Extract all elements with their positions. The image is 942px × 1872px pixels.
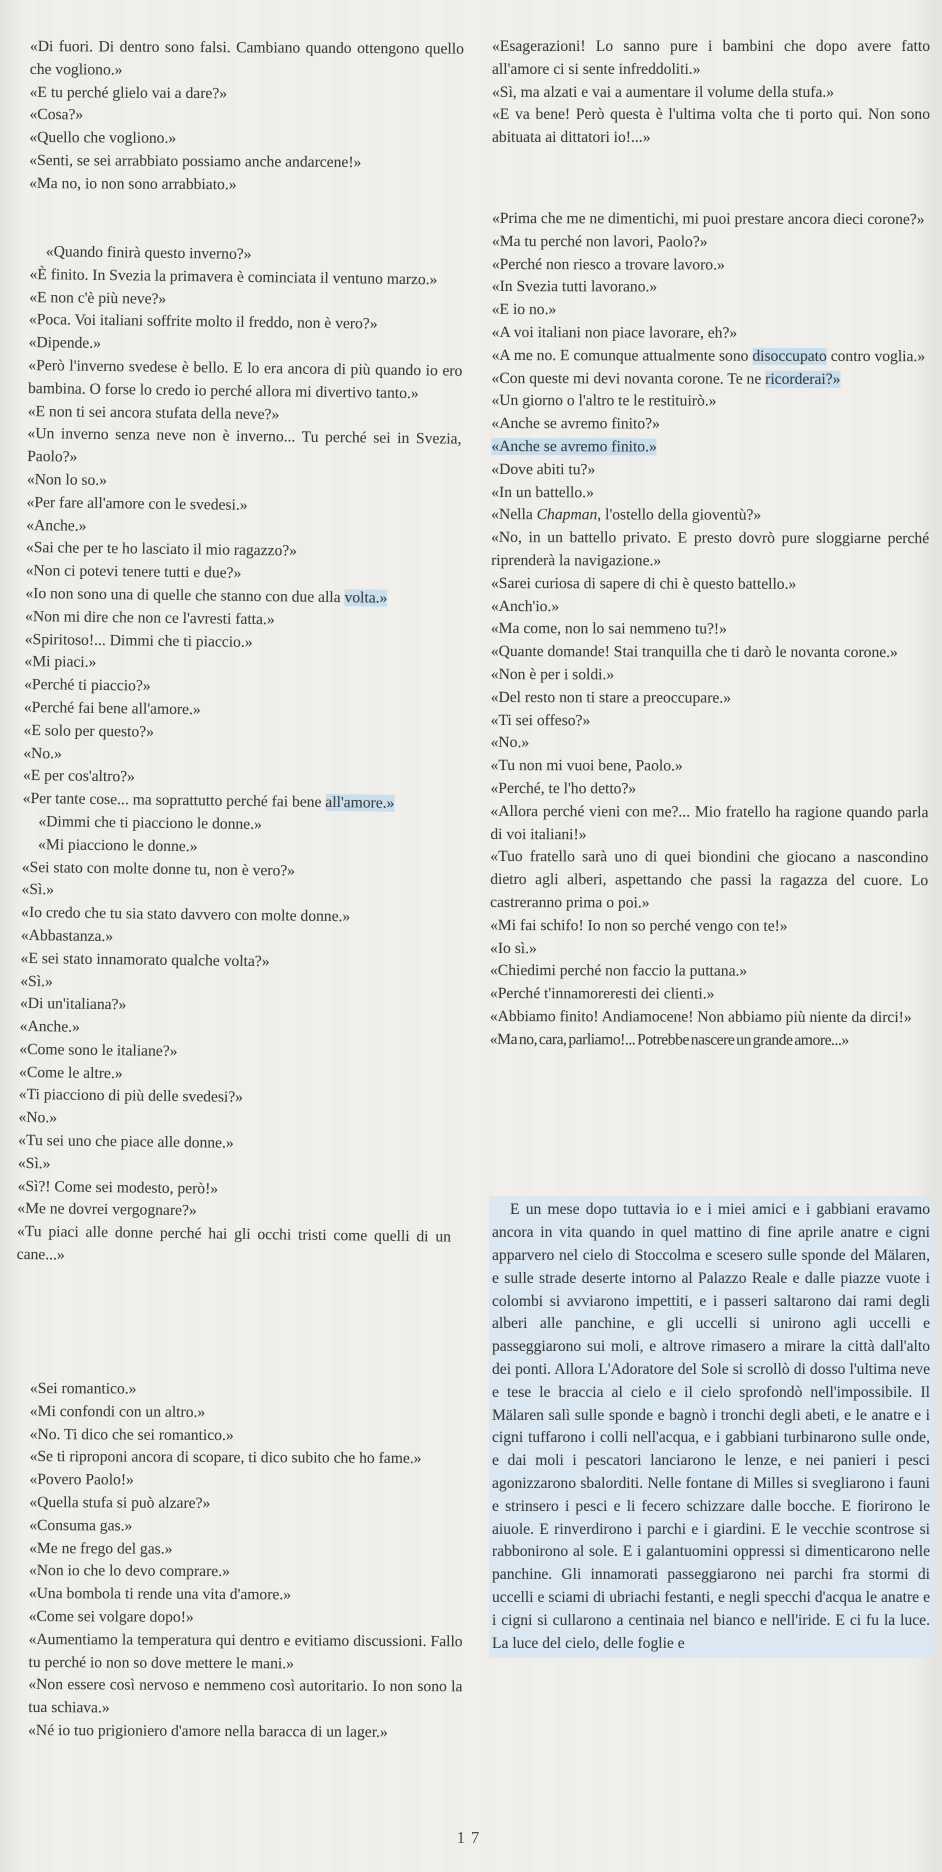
dialogue-line: «Io non sono una di quelle che stanno con due alla volta.» [25,584,388,607]
dialogue-line: «Però l'inverno svedese è bello. E lo era ancora di più quando io ero bambina. O forse lo credo io perché allora mi divertivo tanto.» [27,356,463,402]
dialogue-group-1 [29,36,464,198]
dialogue-line: «Mi fai schifo! Io non so perché vengo con te!» [490,916,788,935]
dialogue-line: «Sai che per te ho lasciato il mio ragazzo?» [25,538,298,560]
dialogue-line: «Ma no, cara, parliamo!... Potrebbe nascere un grande amore...» [489,1030,849,1049]
dialogue-line: «E io no.» [491,301,557,319]
dialogue-line: «E tu perché glielo vai a dare?» [29,83,228,102]
dialogue-line: «Come sono le italiane?» [19,1040,178,1060]
dialogue-line: «Dove abiti tu?» [491,460,596,479]
dialogue-line: «Non ci potevi tenere tutti e due?» [25,561,242,582]
dialogue-line: «È finito. In Svezia la primavera è cominciata il ventuno marzo.» [29,265,438,288]
dialogue-line: «Del resto non ti stare a preoccupare.» [490,688,732,707]
dialogue-line: «Allora perché vieni con me?... Mio fratello ha ragione quando parla di voi italiani!» [490,802,929,843]
dialogue-line: «Sì.» [20,972,53,990]
dialogue-line: «Perché ti piaccio?» [24,675,151,695]
dialogue-line: «Anche se avremo finito?» [491,415,660,433]
dialogue-line: «Per tante cose... ma soprattutto perché fai bene all'amore.» [22,789,395,812]
dialogue-line: «A voi italiani non piace lavorare, eh?» [491,323,738,342]
dialogue-line: «Abbastanza.» [20,926,114,945]
dialogue-line: «In Svezia tutti lavorano.» [491,278,658,296]
dialogue-line: «Me ne frego del gas.» [29,1540,173,1558]
dialogue-line: «Con queste mi devi novanta corone. Te ne ricorderai?» [491,369,841,388]
dialogue-line: «Ma no, io non sono arrabbiato.» [29,174,237,194]
dialogue-line: «Dipende.» [28,333,102,352]
dialogue-line: «E va bene! Però questa è l'ultima volta che ti porto qui. Non sono abituata ai dittatori io!...» [492,106,930,147]
dialogue-line: «Spiritoso!... Dimmi che ti piaccio.» [24,630,253,651]
dialogue-group-2 [17,241,464,1272]
dialogue-line: «Sì.» [21,880,55,899]
dialogue-group-4 [492,36,930,150]
dialogue-line: «Consuma gas.» [29,1517,133,1535]
dialogue-group-3 [28,1378,464,1745]
dialogue-line: «E non ti sei ancora stufata della neve?» [27,402,280,423]
dialogue-line: «Perché, te l'ho detto?» [490,779,637,798]
dialogue-line: «Senti, se sei arrabbiato possiamo anche andarcene!» [29,151,362,172]
dialogue-line: «Per fare all'amore con le svedesi.» [26,493,248,514]
highlighted-text: volta.» [344,588,388,607]
dialogue-line: «Perché fai bene all'amore.» [23,698,201,718]
dialogue-line: «Sì.» [17,1154,51,1172]
dialogue-group-5 [490,208,930,1053]
dialogue-line: «E per cos'altro?» [22,766,136,786]
dialogue-line: «Dimmi che ti piacciono le donne.» [38,812,262,833]
dialogue-line: «Non io che lo devo comprare.» [28,1562,230,1581]
dialogue-line: «E non c'è più neve?» [29,288,167,307]
dialogue-line: «Nella Chapman, l'ostello della gioventù?» [491,506,762,525]
dialogue-line: «Perché t'innamoreresti dei clienti.» [489,985,715,1003]
dialogue-line: «E sei stato innamorato qualche volta?» [20,949,270,970]
dialogue-line: «Ma come, non lo sai nemmeno tu?!» [490,620,727,638]
dialogue-line: «Mi piaci.» [24,652,97,671]
dialogue-line: «A me no. E comunque attualmente sono disoccupato contro voglia.» [491,346,926,365]
dialogue-line: «Abbiamo finito! Andiamocene! Non abbiamo più niente da dirci!» [489,1007,912,1026]
dialogue-line: «Sarei curiosa di sapere di chi è questo battello.» [490,574,797,593]
dialogue-line: «Mi piacciono le donne.» [37,835,198,855]
dialogue-line: «Quello che vogliono.» [29,129,177,148]
dialogue-line: «Perché non riesco a trovare lavoro.» [491,255,725,274]
dialogue-line: «Sì, ma alzati e vai a aumentare il volume della stufa.» [492,83,835,101]
dialogue-line: «Sei stato con molte donne tu, non è vero?» [21,858,296,879]
dialogue-line: «No, in un battello privato. E presto dovrò pure sloggiarne perché riprenderà la navigazione.» [491,529,930,570]
dialogue-line: «Sei romantico.» [29,1380,137,1398]
dialogue-line: «No.» [490,734,530,752]
highlighted-text: «Anche se avremo finito.» [491,437,657,456]
dialogue-line: «Tu sei uno che piace alle donne.» [18,1131,234,1152]
narrative-paragraph: E un mese dopo tuttavia io e i miei amici e i gabbiani eravamo ancora in vita quando in quel mattino di fine aprile anatre e cigni apparvero nel cielo di Stoccolma e scesero sulle sponde del Mälaren, e sulle strade deserte intorno al Palazzo Reale e dalle piazze vuote i colombi si avviarono impettiti, e i passeri saltarono dai rami degli alberi alle panchine, e gli uccelli si unirono agli uccelli e passeggiarono sui moli, e altrove rimasero a mirare la città dall'alto dei ponti. Allora L'Adoratore del Sole si scrollò di dosso l'ultima neve e tese le braccia al cielo e il cielo sprofondò nell'impossibile. Il Mälaren salì sulle sponde e bagnò i tronchi degli abeti, e le anatre e i cigni tuffarono i colli nell'acqua, e i gabbiani turbinarono sulle onde, e dai moli i pescatori lanciarono le lenze, e nei panieri i pesci agonizzarono sbalorditi. Nelle fontane di Milles si svegliarono i fauni e strinsero i pesci e li fecero schizzare dalle bocche. E fiorirono le aiuole. E rinverdirono i parchi e i giardini. E le vecchie scontrose si rabbonirono al sole. E i galantuomini oppressi si dimenticarono nelle panchine. Gli innamorati passeggiarono nei parchi fra stormi di uccelli e sciami di ubriachi festanti, e negli specchi d'acqua le anatre e i cigni si cullarono a centinaia nel bianco e nell'iride. E ci fu la luce. La luce del cielo, delle foglie e [492,1199,930,1655]
dialogue-line: «Come sei volgare dopo!» [28,1608,194,1627]
highlighted-text: disoccupato [752,347,827,365]
narrative-block [492,1199,930,1655]
page-number: 17 [456,1828,486,1847]
dialogue-line: «In un battello.» [491,483,594,501]
dialogue-line: «Ma tu perché non lavori, Paolo?» [491,232,708,251]
dialogue-line: «Una bombola ti rende una vita d'amore.» [28,1585,292,1604]
dialogue-line: «Non lo so.» [26,470,108,489]
dialogue-line: «Chiedimi perché non faccio la puttana.» [489,962,748,980]
dialogue-line: «Tu non mi vuoi bene, Paolo.» [490,757,683,775]
dialogue-line: «Di un'italiana?» [19,994,127,1014]
dialogue-line: «Se ti riproponi ancora di scopare, ti dico subito che ho fame.» [29,1448,422,1468]
dialogue-line: «Ti piacciono di più delle svedesi?» [18,1085,244,1106]
dialogue-line: «Esagerazioni! Lo sanno pure i bambini che dopo avere fatto all'amore ci si sente infreddoliti.» [492,38,930,78]
dialogue-line: «Poca. Voi italiani soffrite molto il freddo, non è vero?» [28,310,378,333]
highlighted-text: all'amore.» [325,793,395,812]
dialogue-line: «Non è per i soldi.» [490,665,615,684]
dialogue-line: «Tuo fratello sarà uno di quei biondini che giocano a nascondino dietro agli alberi, aspettando che passi la ragazza del cuore. Lo castreranno prima o poi.» [490,848,929,912]
dialogue-line: «Io sì.» [490,939,537,957]
dialogue-line: «Anche.» [26,516,87,534]
left-column [16,36,464,1743]
dialogue-line: «No. Ti dico che sei romantico.» [29,1426,234,1445]
dialogue-line: «Come le altre.» [19,1063,123,1082]
dialogue-line: «Anch'io.» [490,597,560,615]
dialogue-line: «Anche.» [19,1017,81,1036]
dialogue-line [491,436,929,460]
highlighted-text: ricorderai?» [765,370,841,388]
dialogue-line: «Un inverno senza neve non è inverno... Tu perché sei in Svezia, Paolo?» [27,424,462,466]
dialogue-line: «Me ne dovrei vergognare?» [17,1199,197,1220]
dialogue-line: «Quella stufa si può alzare?» [29,1494,211,1513]
dialogue-line: «Tu piaci alle donne perché hai gli occhi tristi come quelli di un cane...» [16,1222,452,1264]
dialogue-line: «Ti sei offeso?» [490,711,591,729]
italic-text: Chapman [536,506,598,524]
dialogue-line: «Di fuori. Di dentro sono falsi. Cambiano quando ottengono quello che vogliono.» [29,37,464,79]
dialogue-line: «Quante domande! Stai tranquilla che ti darò le novanta corone.» [490,643,898,662]
dialogue-line: «Prima che me ne dimentichi, mi puoi prestare ancora dieci corone?» [491,209,925,229]
dialogue-line: «E solo per questo?» [23,721,155,740]
dialogue-line: «Non mi dire che non ce l'avresti fatta.» [24,607,275,628]
dialogue-line: «Quando finirà questo inverno?» [45,242,252,263]
dialogue-line: «Cosa?» [29,106,84,124]
dialogue-line: «No.» [23,744,62,762]
dialogue-line: «Non essere così nervoso e nemmeno così autoritario. Io non sono la tua schiava.» [28,1676,463,1718]
dialogue-line: «Sì?! Come sei modesto, però!» [17,1177,219,1197]
dialogue-line: «Né io tuo prigioniero d'amore nella baracca di un lager.» [28,1722,388,1742]
dialogue-line: «Un giorno o l'altro te le restituirò.» [491,392,717,410]
dialogue-line: «Io credo che tu sia stato davvero con molte donne.» [21,903,351,925]
dialogue-line: «Mi confondi con un altro.» [29,1403,206,1422]
dialogue-line: «Aumentiamo la temperatura qui dentro e evitiamo discussioni. Fallo tu perché io non so dove mettere le mani.» [28,1631,463,1673]
right-column [489,36,930,1743]
dialogue-line: «No.» [18,1108,58,1127]
dialogue-line: «Povero Paolo!» [29,1471,134,1490]
